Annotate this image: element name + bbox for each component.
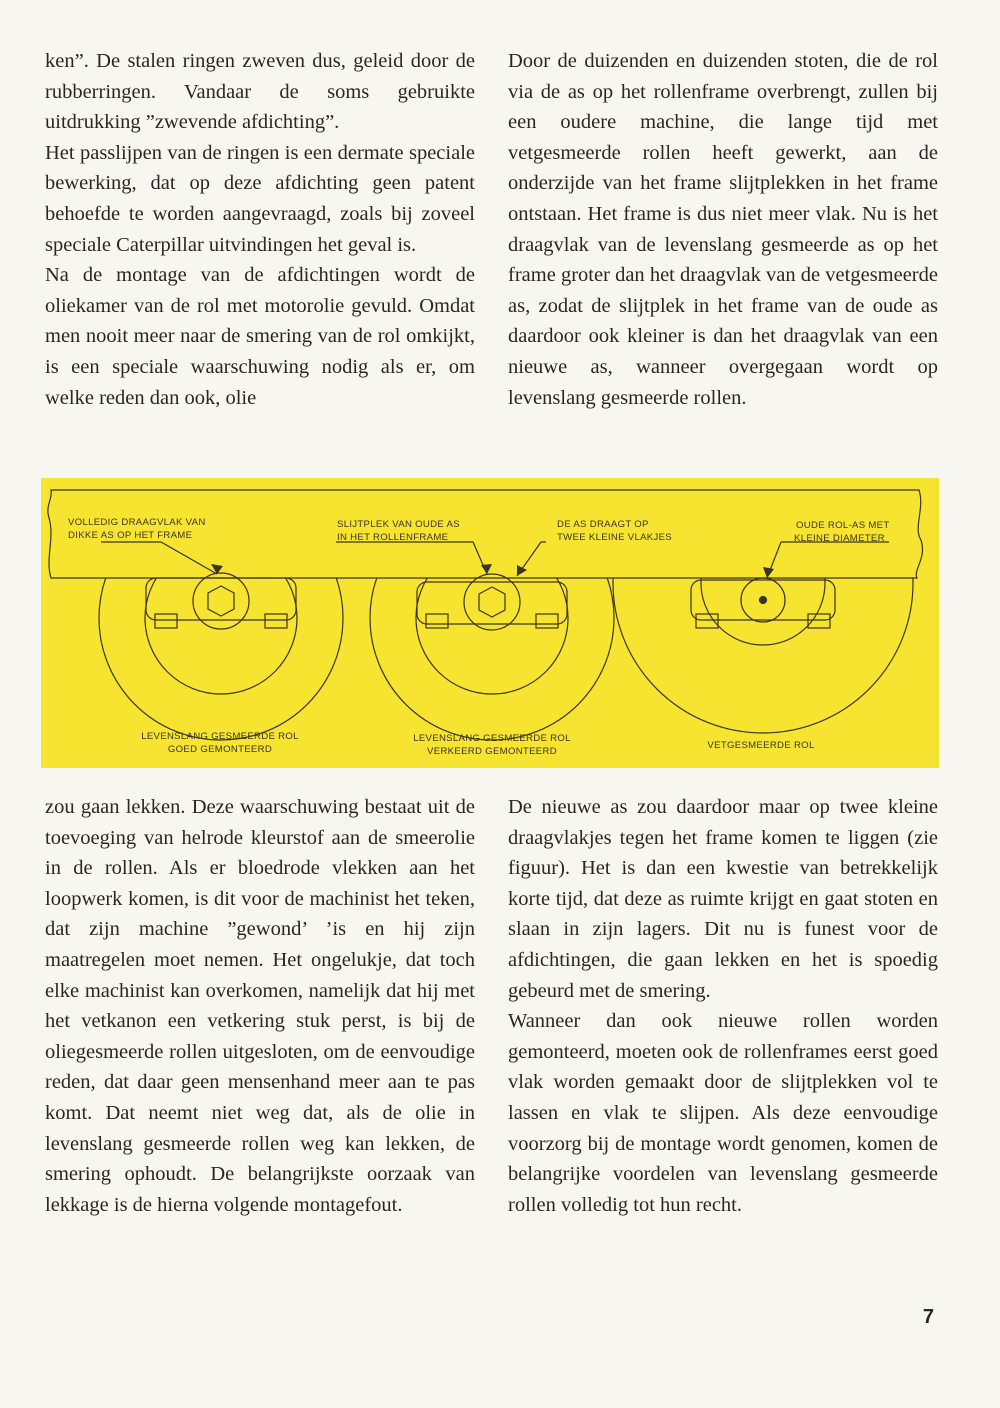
callout-2-line-2: IN HET ROLLENFRAME — [337, 532, 449, 543]
callout-4-line-1: OUDE ROL-AS MET — [796, 520, 890, 531]
paragraph: Het passlijpen van de ringen is een dermate speciale bewerking, dat op deze afdichting geen patent behoefde te worden aangevraagd, zoals bij zoveel speciale Caterpillar uitvindingen het geval is. — [45, 141, 475, 256]
paragraph: Na de montage van de afdichtingen wordt de oliekamer van de rol met motorolie gevuld. Omdat men nooit meer naar de smering van de rol omkijkt, is een speciale waarschuwing nodig als er, om welke reden dan ook, olie — [45, 264, 475, 409]
roller-1-inner — [145, 542, 297, 694]
callout-3-line-2: TWEE KLEINE VLAKJES — [557, 532, 672, 543]
leader-line-4 — [767, 542, 889, 578]
text-column-bottom-left — [45, 792, 475, 1220]
roller-2-inner — [416, 542, 568, 694]
roller-3-outer — [613, 478, 913, 733]
caption-3: VETGESMEERDE ROL — [707, 740, 815, 751]
callout-2-line-1: SLIJTPLEK VAN OUDE AS — [337, 519, 460, 530]
paragraph: zou gaan lekken. Deze waarschuwing bestaat uit de toevoeging van helrode kleurstof aan de smeerolie in de rollen. Als er bloedrode vlekken aan het loopwerk komen, is dit voor de machinist het teken, dat zijn machine ”gewond’ ’is en hij zijn maatregelen moet nemen. Het ongelukje, dat toch elke machinist kan overkomen, namelijk dat hij met het vetkanon een vetkering stuk perst, is bij de oliegesmeerde rollen uitgesloten, om de eenvoudige reden, dat daar geen mensenhand meer aan te pas komt. Dat neemt niet weg dat, als de olie in levenslang gesmeerde rollen weg kan lekken, de smering ophoudt. De belangrijkste oorzaak van lekkage is de hierna volgende montagefout. — [45, 796, 475, 1216]
caption-2-line-1: LEVENSLANG GESMEERDE ROL — [413, 733, 571, 744]
roller-diagram-svg — [41, 478, 939, 768]
roller-diagram — [41, 478, 939, 768]
leader-line-2 — [336, 542, 487, 574]
paragraph: ken”. De stalen ringen zweven dus, geleid door de rubberringen. Vandaar de soms gebruikte uitdrukking ”zwevende afdichting”. — [45, 50, 475, 134]
page-number: 7 — [922, 1306, 934, 1328]
callout-3-line-1: DE AS DRAAGT OP — [557, 519, 649, 530]
caption-2-line-2: VERKEERD GEMONTEERD — [427, 746, 557, 757]
caption-1-line-2: GOED GEMONTEERD — [167, 744, 273, 755]
paragraph: Wanneer dan ook nieuwe rollen worden gemonteerd, moeten ook de rollenframes eerst goed vlak worden gemaakt door de slijtplekken vol te lassen en vlak te slijpen. Als deze eenvoudige voorzorg bij de montage wordt genomen, komen de belangrijke voordelen van levenslang gesmeerde rollen volledig tot hun recht. — [508, 1010, 938, 1216]
caption-1-line-1: LEVENSLANG GESMEERDE ROL — [141, 731, 299, 742]
leader-line-1 — [101, 542, 217, 574]
callout-4-line-2: KLEINE DIAMETER — [794, 533, 885, 544]
paragraph: Door de duizenden en duizenden stoten, die de rol via de as op het rollenframe overbrengt, zullen bij een oudere machine, die lange tijd met vetgesmeerde rollen heeft gewerkt, aan de onderzijde van het frame slijtplekken in het frame ontstaan. Het frame is dus niet meer vlak. Nu is het draagvlak van de levenslang gesmeerde as op het frame groter dan het draagvlak van de vetgesmeerde as, zodat de slijtplek in het frame van de oude as daardoor ook kleiner is dan het draagvlak van een nieuwe as, wanneer overgegaan wordt op levenslang gesmeerde rollen. — [508, 50, 938, 409]
text-column-top-left — [45, 46, 475, 413]
hex-nut-icon — [208, 586, 234, 616]
text-column-bottom-right — [508, 792, 938, 1220]
text-column-top-right — [508, 46, 938, 413]
paragraph: De nieuwe as zou daardoor maar op twee kleine draagvlakjes tegen het frame komen te liggen (zie figuur). Het is dan een kwestie van betrekkelijk korte tijd, dat deze as ruimte krijgt en gaat stoten en slaan in zijn lagers. Dit nu is funest voor de afdichtingen, die gaan lekken en het is spoedig gebeurd met de smering. — [508, 796, 938, 1002]
hex-nut-icon — [479, 587, 505, 617]
callout-1-line-1: VOLLEDIG DRAAGVLAK VAN — [68, 517, 206, 528]
callout-1-line-2: DIKKE AS OP HET FRAME — [68, 530, 193, 541]
roller-2-hub — [417, 582, 567, 624]
